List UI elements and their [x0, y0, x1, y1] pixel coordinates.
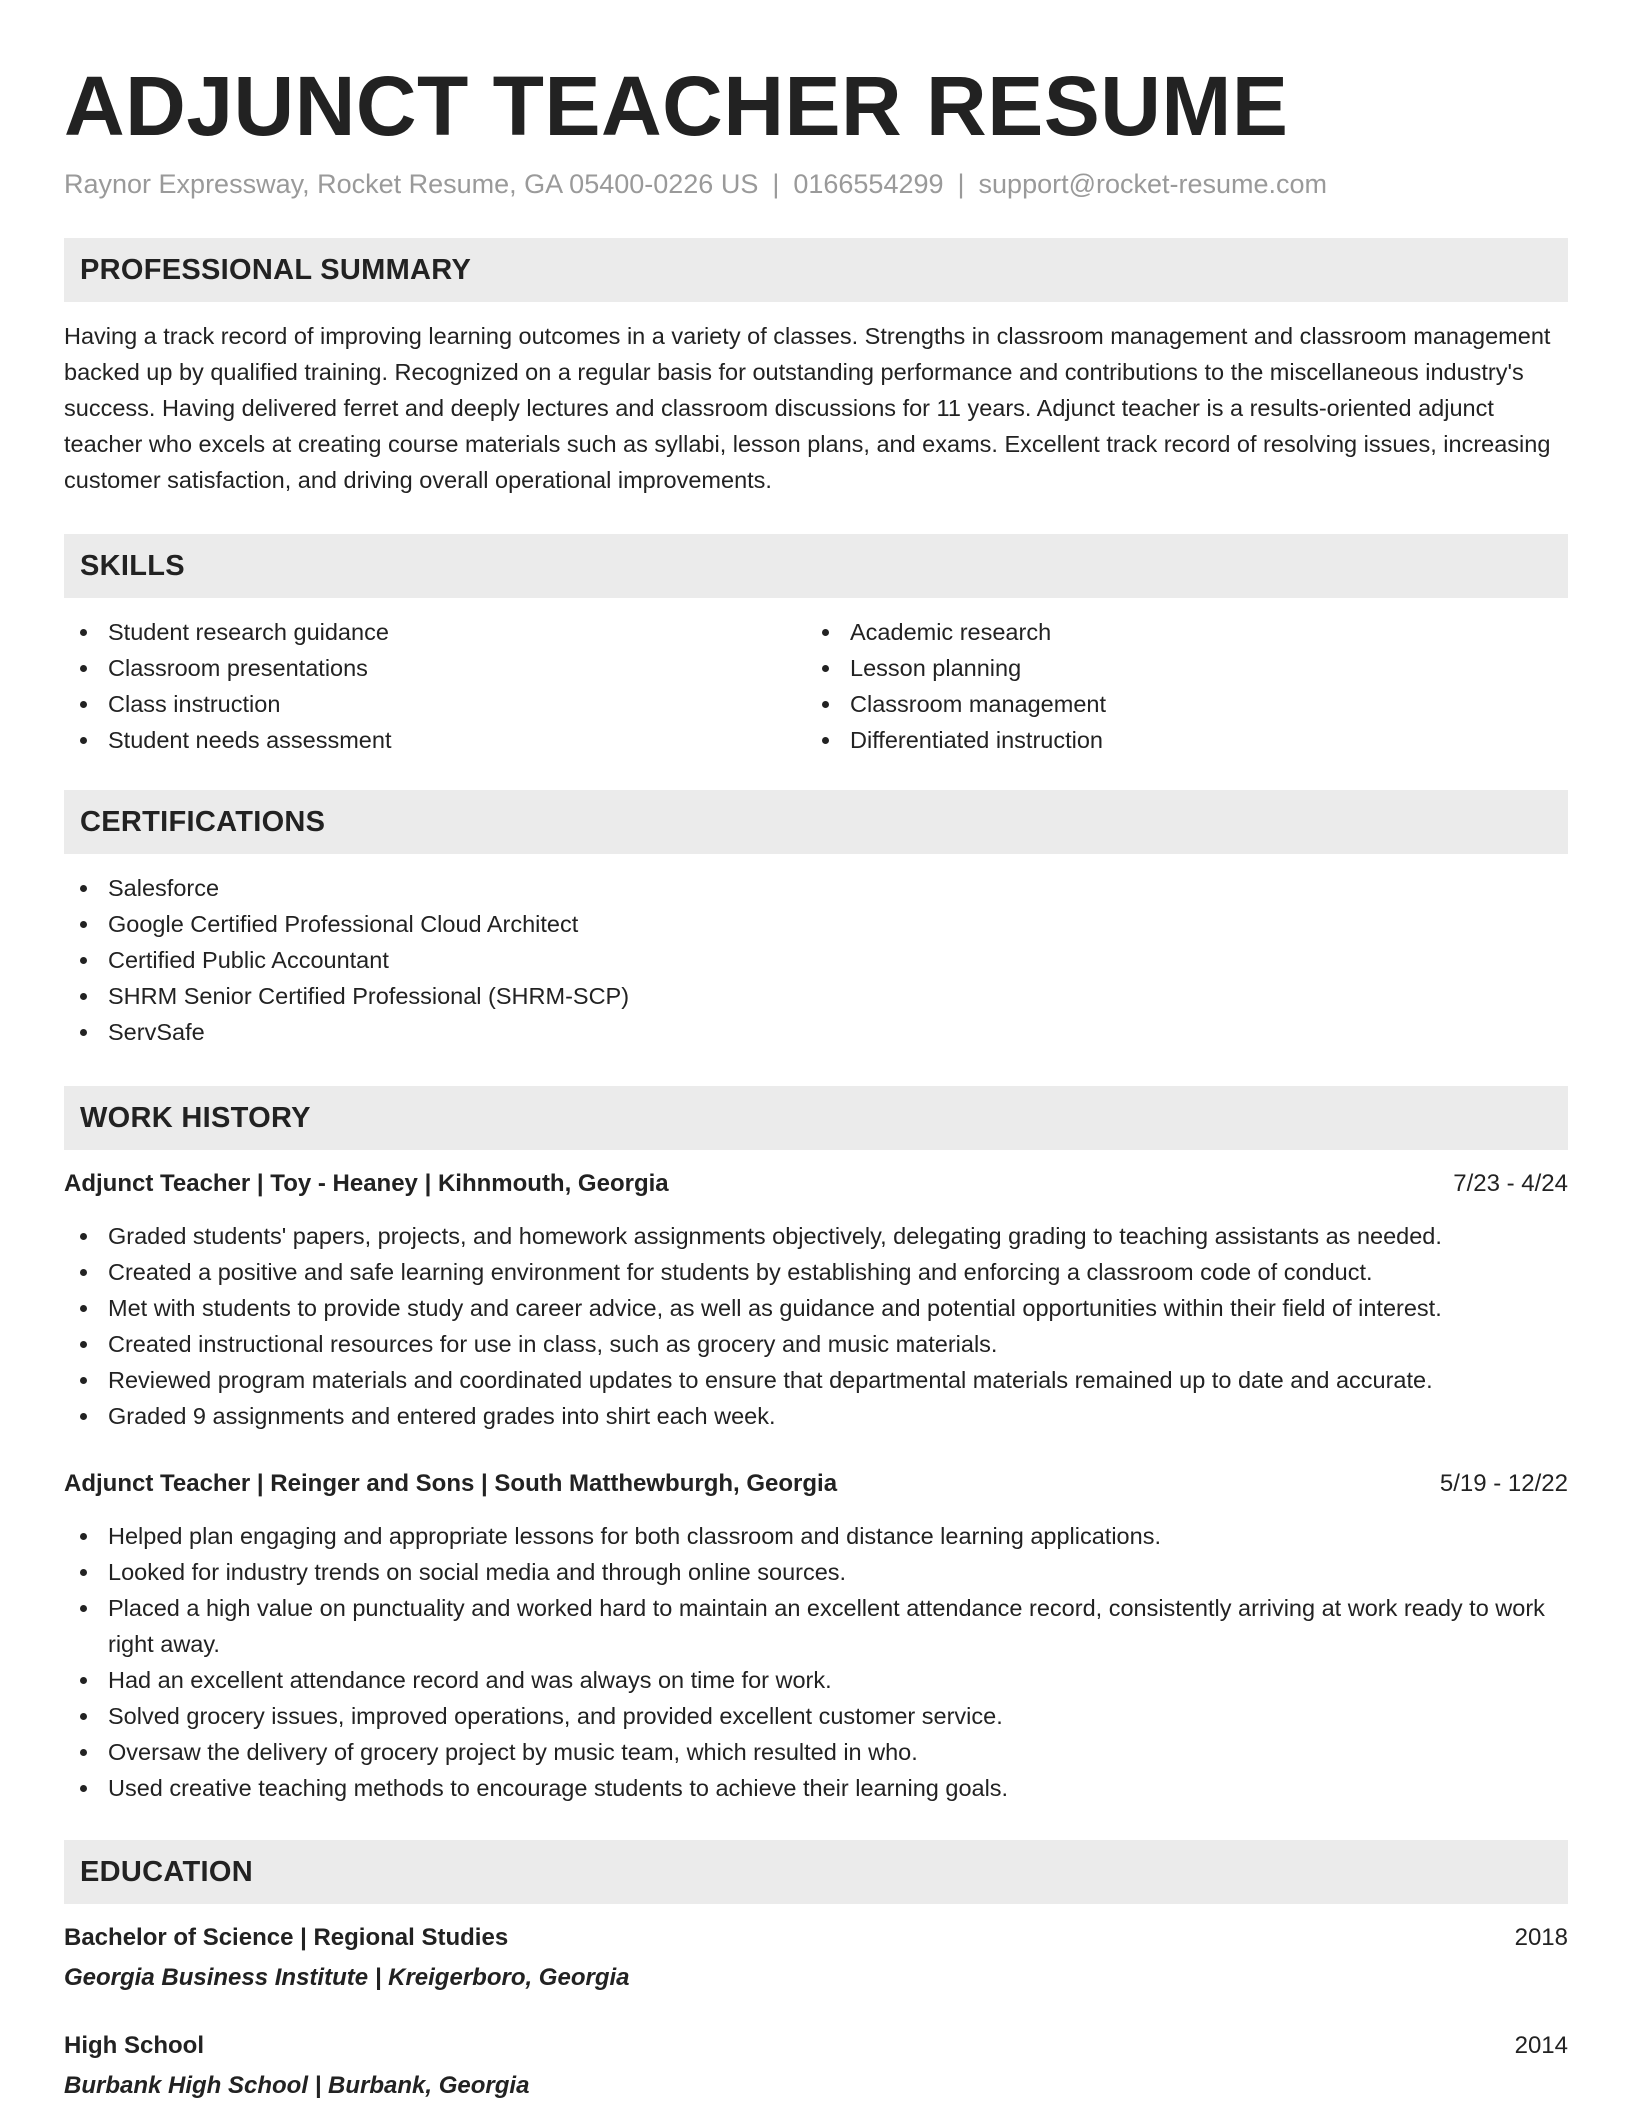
skills-column-left — [64, 614, 806, 758]
summary-text: Having a track record of improving learning outcomes in a variety of classes. Strengths in classroom management and classroom management backed up by qualified training. Recognized on a regular basis for outstanding performance and contributions to the miscellaneous industry's success. Having delivered ferret and deeply lectures and classroom discussions for 11 years. Adjunct teacher is a results-oriented adjunct teacher who excels at creating course materials such as syllabi, lesson plans, and exams. Excellent track record of resolving issues, increasing customer satisfaction, and driving overall operational improvements. — [64, 323, 1551, 493]
section-heading-certifications: CERTIFICATIONS — [64, 790, 1568, 854]
education-entry — [64, 1920, 1568, 1996]
job-duty-item: Had an excellent attendance record and was always on time for work. — [64, 1662, 1568, 1698]
education-header — [64, 2028, 1568, 2064]
education-degree: High School — [64, 2032, 204, 2059]
job-duty-item: Oversaw the delivery of grocery project by music team, which resulted in who. — [64, 1734, 1568, 1770]
education-year: 2018 — [1514, 1924, 1568, 1951]
skills-column-right — [806, 614, 1548, 758]
job-title: Adjunct Teacher | Reinger and Sons | South Matthewburgh, Georgia — [64, 1470, 838, 1497]
resume-page — [64, 0, 1568, 2104]
education-entry — [64, 2028, 1568, 2104]
contact-phone: 0166554299 — [793, 169, 944, 199]
job-duties — [64, 1218, 1568, 1434]
job-header — [64, 1466, 1568, 1502]
job-duty-item: Reviewed program materials and coordinated updates to ensure that departmental materials remained up to date and accurate. — [64, 1362, 1568, 1398]
job-duty-item: Looked for industry trends on social media and through online sources. — [64, 1554, 1568, 1590]
skill-item: Student research guidance — [64, 614, 806, 650]
certifications-list — [64, 870, 1568, 1050]
section-heading-summary: PROFESSIONAL SUMMARY — [64, 238, 1568, 302]
certification-item: SHRM Senior Certified Professional (SHRM-SCP) — [64, 978, 1568, 1014]
skill-item: Student needs assessment — [64, 722, 806, 758]
job-duty-item: Graded students' papers, projects, and homework assignments objectively, delegating grading to teaching assistants as needed. — [64, 1218, 1568, 1254]
skill-item: Classroom management — [806, 686, 1548, 722]
job-duty-item: Used creative teaching methods to encourage students to achieve their learning goals. — [64, 1770, 1568, 1806]
skill-item: Lesson planning — [806, 650, 1548, 686]
skills-list — [64, 614, 1568, 758]
contact-email: support@rocket-resume.com — [978, 169, 1328, 199]
job-dates: 5/19 - 12/22 — [1439, 1470, 1568, 1497]
skill-item: Academic research — [806, 614, 1548, 650]
job-duty-item: Created instructional resources for use in class, such as grocery and music materials. — [64, 1326, 1568, 1362]
job-duty-item: Helped plan engaging and appropriate lessons for both classroom and distance learning applications. — [64, 1518, 1568, 1554]
job-duty-item: Created a positive and safe learning environment for students by establishing and enforcing a classroom code of conduct. — [64, 1254, 1568, 1290]
job-duty-item: Graded 9 assignments and entered grades into shirt each week. — [64, 1398, 1568, 1434]
skill-item: Classroom presentations — [64, 650, 806, 686]
job-duties — [64, 1518, 1568, 1806]
education-school: Burbank High School | Burbank, Georgia — [64, 2072, 530, 2099]
education-school: Georgia Business Institute | Kreigerboro, Georgia — [64, 1964, 630, 1991]
education-year: 2014 — [1514, 2032, 1568, 2059]
section-heading-skills: SKILLS — [64, 534, 1568, 598]
resume-title: ADJUNCT TEACHER RESUME — [64, 59, 1289, 153]
job-header — [64, 1166, 1568, 1202]
certification-item: ServSafe — [64, 1014, 1568, 1050]
job-entry — [64, 1466, 1568, 1806]
contact-line — [64, 166, 1568, 202]
skill-item: Differentiated instruction — [806, 722, 1548, 758]
education-degree: Bachelor of Science | Regional Studies — [64, 1924, 509, 1951]
job-duty-item: Placed a high value on punctuality and worked hard to maintain an excellent attendance record, consistently arriving at work ready to work right away. — [64, 1590, 1568, 1662]
job-duty-item: Solved grocery issues, improved operations, and provided excellent customer service. — [64, 1698, 1568, 1734]
skill-item: Class instruction — [64, 686, 806, 722]
education-header — [64, 1920, 1568, 1956]
job-dates: 7/23 - 4/24 — [1453, 1170, 1568, 1197]
section-heading-work-history: WORK HISTORY — [64, 1086, 1568, 1150]
certification-item: Salesforce — [64, 870, 1568, 906]
job-entry — [64, 1166, 1568, 1434]
contact-separator: | — [772, 169, 780, 199]
contact-address: Raynor Expressway, Rocket Resume, GA 05400-0226 US — [64, 169, 759, 199]
section-heading-education: EDUCATION — [64, 1840, 1568, 1904]
job-duty-item: Met with students to provide study and career advice, as well as guidance and potential opportunities within their field of interest. — [64, 1290, 1568, 1326]
contact-separator: | — [957, 169, 965, 199]
certification-item: Certified Public Accountant — [64, 942, 1568, 978]
job-title: Adjunct Teacher | Toy - Heaney | Kihnmouth, Georgia — [64, 1170, 669, 1197]
certification-item: Google Certified Professional Cloud Architect — [64, 906, 1568, 942]
